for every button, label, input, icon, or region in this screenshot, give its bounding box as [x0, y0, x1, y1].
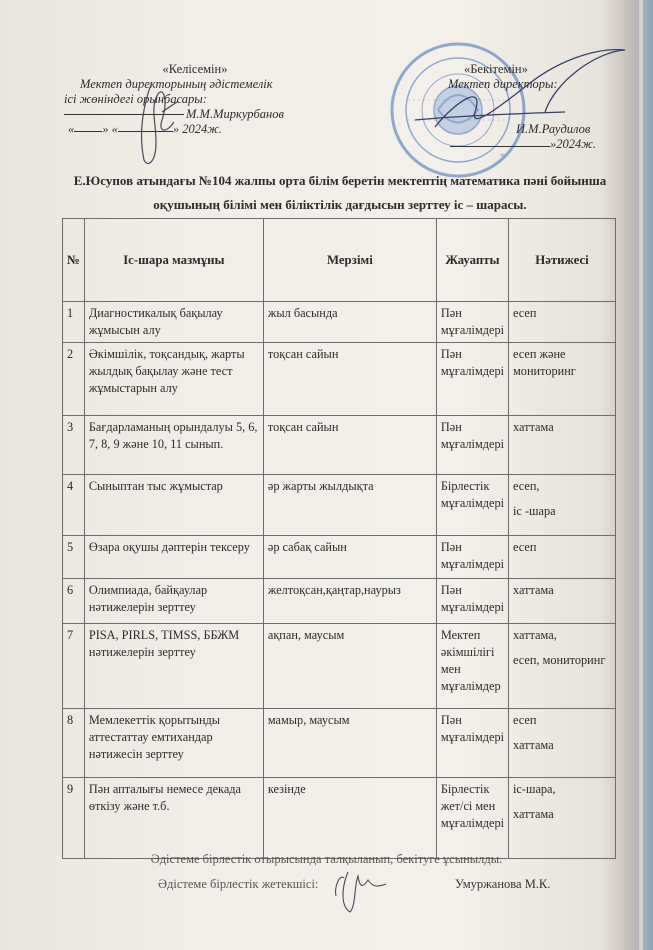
activity-result	[509, 416, 616, 475]
table-row	[63, 416, 616, 475]
activity-responsible: Пән мұғалімдері	[436, 302, 508, 343]
activity-content: Өзара оқушы дәптерін тексеру	[84, 536, 263, 579]
approval-right-name: И.М.Раудилов	[516, 122, 591, 136]
row-number: 7	[63, 624, 85, 709]
row-number: 4	[63, 475, 85, 536]
result-spacer	[513, 495, 611, 503]
activity-result-primary: іс-шара,	[513, 782, 556, 796]
activity-term: тоқсан сайын	[263, 416, 436, 475]
table-row	[63, 778, 616, 859]
activity-result	[509, 302, 616, 343]
activity-content: Әкімшілік, тоқсандық, жарты жылдық бақылау және тест жұмыстарын алу	[84, 343, 263, 416]
activity-term: тоқсан сайын	[263, 343, 436, 416]
approval-left-role-line1: Мектеп директорының әдістемелік	[80, 77, 273, 91]
activity-content: Мемлекеттік қорытынды аттестаттау емтихандар нәтижесін зерттеу	[84, 709, 263, 778]
activity-result	[509, 343, 616, 416]
activity-result-primary: есеп	[513, 713, 537, 727]
approval-left-role-line2: ісі жөніндегі орынбасары:	[64, 92, 207, 106]
table-row	[63, 536, 616, 579]
row-number: 9	[63, 778, 85, 859]
header-content: Іс-шара мазмұны	[84, 219, 263, 302]
activity-result-primary: хаттама	[513, 583, 554, 597]
activity-term: әр жарты жылдықта	[263, 475, 436, 536]
activity-content: Диагностикалық бақылау жұмысын алу	[84, 302, 263, 343]
result-spacer	[513, 729, 611, 737]
document-title	[40, 169, 640, 217]
activity-responsible: Бірлестік жет/сі мен мұғалімдері	[436, 778, 508, 859]
activity-responsible: Пән мұғалімдері	[436, 343, 508, 416]
row-number: 5	[63, 536, 85, 579]
activity-responsible: Мектеп әкімшілігі мен мұғалімдер	[436, 624, 508, 709]
approval-block-right	[444, 62, 644, 152]
leader-label: Әдістеме бірлестік жетекшісі:	[158, 877, 319, 891]
approval-right-heading: «Бекітемін»	[464, 62, 528, 76]
date-year: » 2024ж.	[172, 122, 223, 136]
activity-term: мамыр, маусым	[263, 709, 436, 778]
header-number: №	[63, 219, 85, 302]
activity-term: ақпан, маусым	[263, 624, 436, 709]
activity-responsible: Пән мұғалімдері	[436, 536, 508, 579]
activity-term: желтоқсан,қаңтар,наурыз	[263, 579, 436, 624]
activity-result	[509, 579, 616, 624]
approval-left-date	[64, 122, 304, 137]
activity-result-primary: есеп және мониторинг	[513, 347, 576, 378]
activity-content: Пән апталығы немесе декада өткізу және т.б.	[84, 778, 263, 859]
activity-result-primary: есеп	[513, 540, 537, 554]
activity-content: Бағдарламаның орындалуы 5, 6, 7, 8, 9 және 10, 11 сынып.	[84, 416, 263, 475]
activity-result-primary: есеп,	[513, 479, 540, 493]
table-row	[63, 475, 616, 536]
activity-responsible: Пән мұғалімдері	[436, 709, 508, 778]
activity-result-primary: хаттама,	[513, 628, 557, 642]
approval-left-heading: «Келісемін»	[162, 62, 228, 76]
approval-right-date	[444, 137, 644, 152]
document-title-line1: Е.Юсупов атындағы №104 жалпы орта білім беретін мектептің математика пәні бойынша	[73, 173, 607, 188]
activity-result	[509, 536, 616, 579]
result-spacer	[513, 798, 611, 806]
activity-result-secondary: хаттама	[513, 738, 554, 752]
header-term: Мерзімі	[263, 219, 436, 302]
activity-result	[509, 709, 616, 778]
activity-responsible: Пән мұғалімдері	[436, 579, 508, 624]
table-row	[63, 302, 616, 343]
approval-left-name-row	[64, 107, 304, 122]
day-blank	[74, 131, 102, 132]
row-number: 8	[63, 709, 85, 778]
activity-term: әр сабақ сайын	[263, 536, 436, 579]
table-row	[63, 343, 616, 416]
table-row	[63, 579, 616, 624]
leader-signature	[330, 866, 390, 916]
month-blank	[118, 131, 173, 132]
activity-result	[509, 624, 616, 709]
activity-term: жыл басында	[263, 302, 436, 343]
date-mid-quote: » «	[102, 122, 118, 136]
activity-content: PISA, PIRLS, TIMSS, ББЖМ нәтижелерін зерттеу	[84, 624, 263, 709]
signature-line	[64, 114, 184, 115]
approval-left-name: М.М.Миркурбанов	[186, 107, 284, 121]
table-row	[63, 624, 616, 709]
activity-result-primary: есеп	[513, 306, 537, 320]
document-title-line2: оқушының білімі мен біліктілік дағдысын зерттеу іс – шарасы.	[153, 197, 527, 212]
date-blank	[450, 146, 550, 147]
row-number: 2	[63, 343, 85, 416]
table-header-row	[63, 219, 616, 302]
activity-plan-table	[62, 218, 616, 859]
table-row	[63, 709, 616, 778]
activity-content: Сыныптан тыс жұмыстар	[84, 475, 263, 536]
activity-result-secondary: хаттама	[513, 807, 554, 821]
activity-result-secondary: есеп, мониторинг	[513, 653, 606, 667]
activity-result	[509, 778, 616, 859]
date-open-quote: «	[68, 122, 75, 136]
header-responsible: Жауапты	[436, 219, 508, 302]
activity-result-secondary: іс -шара	[513, 504, 556, 518]
activity-content: Олимпиада, байқаулар нәтижелерін зерттеу	[84, 579, 263, 624]
activity-term: кезінде	[263, 778, 436, 859]
header-result: Нәтижесі	[509, 219, 616, 302]
activity-responsible: Бірлестік мұғалімдері	[436, 475, 508, 536]
approval-block-left	[64, 62, 304, 137]
activity-result-primary: хаттама	[513, 420, 554, 434]
footer-note: Әдістеме бірлестік отырысында талқыланып, бекітуге ұсынылды.	[150, 852, 503, 866]
approval-right-role: Мектеп директоры:	[448, 77, 558, 91]
date-year: »2024ж.	[550, 137, 597, 151]
footer-leader	[158, 877, 551, 892]
leader-name: Умуржанова М.К.	[455, 877, 551, 891]
row-number: 1	[63, 302, 85, 343]
result-spacer	[513, 644, 611, 652]
activity-result	[509, 475, 616, 536]
svg-text:*: *	[500, 152, 505, 163]
row-number: 6	[63, 579, 85, 624]
activity-responsible: Пән мұғалімдері	[436, 416, 508, 475]
row-number: 3	[63, 416, 85, 475]
